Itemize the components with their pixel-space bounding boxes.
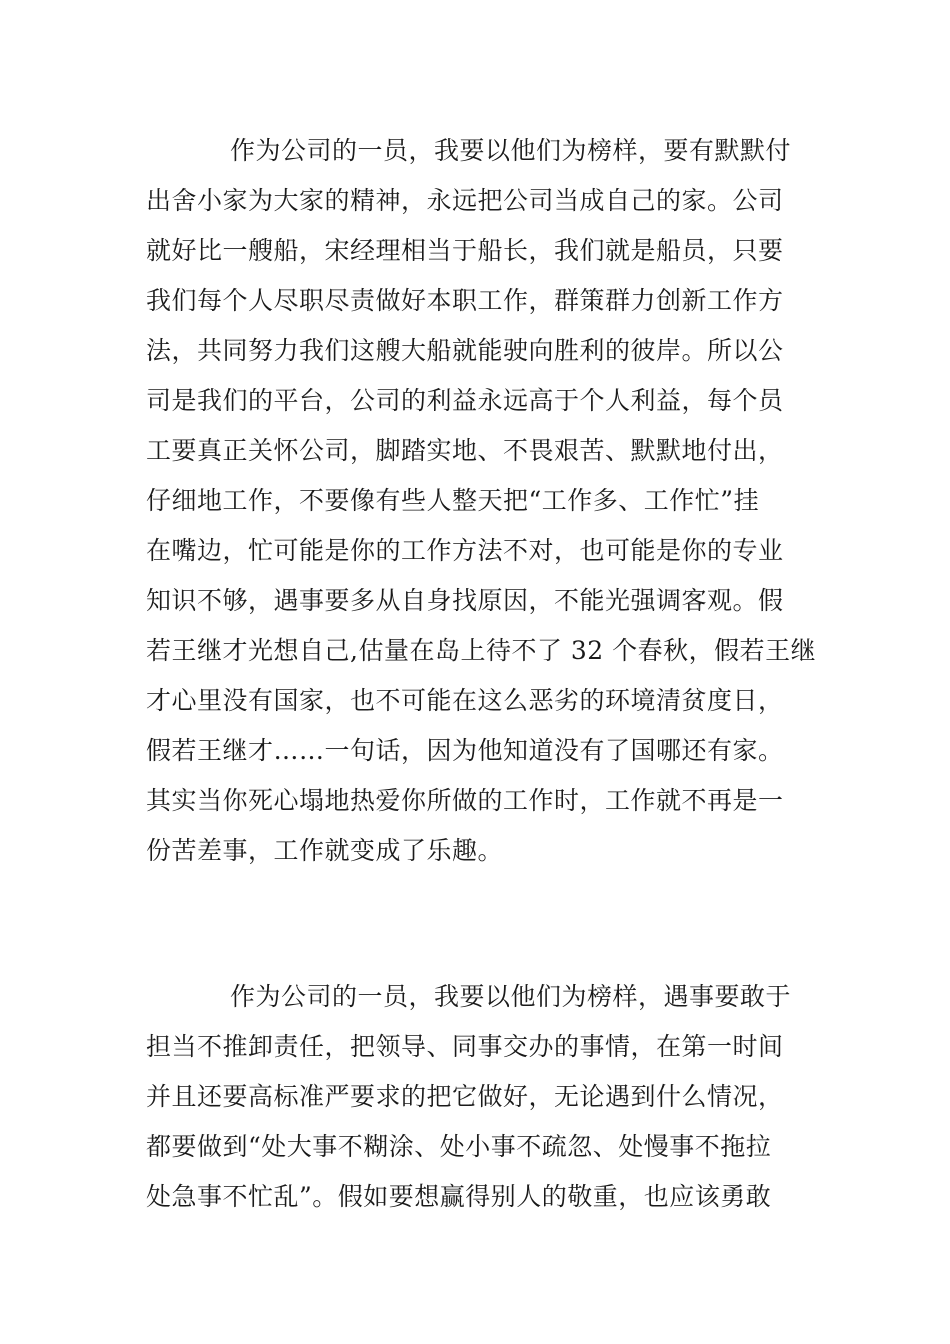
text-line: 其实当你死心塌地热爱你所做的工作时，工作就不再是一 [146,786,784,815]
text-line: 假若王继才……一句话，因为他知道没有了国哪还有家。 [146,736,784,765]
text-line: 知识不够，遇事要多从自身找原因，不能光强调客观。假 [146,586,784,615]
text-line: 司是我们的平台，公司的利益永远高于个人利益，每个员 [146,386,784,415]
text-line: 法，共同努力我们这艘大船就能驶向胜利的彼岸。所以公 [146,336,784,365]
text-line: 仔细地工作，不要像有些人整天把“工作多、工作忙”挂 [146,486,760,515]
paragraph-1 [146,126,817,876]
text-line: 才心里没有国家，也不可能在这么恶劣的环境清贫度日， [146,686,784,715]
text-line: 作为公司的一员，我要以他们为榜样，要有默默付 [230,136,792,165]
text-line: 并且还要高标准严要求的把它做好，无论遇到什么情况， [146,1082,784,1111]
text-line: 在嘴边，忙可能是你的工作方法不对，也可能是你的专业 [146,536,784,565]
text-line: 出舍小家为大家的精神，永远把公司当成自己的家。公司 [146,186,784,215]
text-line: 份苦差事，工作就变成了乐趣。 [146,836,504,865]
text-line: 处急事不忙乱”。假如要想赢得别人的敬重，也应该勇敢 [146,1182,772,1211]
text-line: 都要做到“处大事不糊涂、处小事不疏忽、处慢事不拖拉 [146,1132,772,1161]
text-line: 我们每个人尽职尽责做好本职工作，群策群力创新工作方 [146,286,784,315]
text-line: 作为公司的一员，我要以他们为榜样，遇事要敢于 [230,982,792,1011]
text-line: 工要真正关怀公司，脚踏实地、不畏艰苦、默默地付出， [146,436,784,465]
paragraph-2 [146,972,810,1222]
text-line: 担当不推卸责任，把领导、同事交办的事情，在第一时间 [146,1032,784,1061]
text-line: 就好比一艘船，宋经理相当于船长，我们就是船员，只要 [146,236,784,265]
text-line: 若王继才光想自己,估量在岛上待不了 32 个春秋，假若王继 [146,636,817,665]
